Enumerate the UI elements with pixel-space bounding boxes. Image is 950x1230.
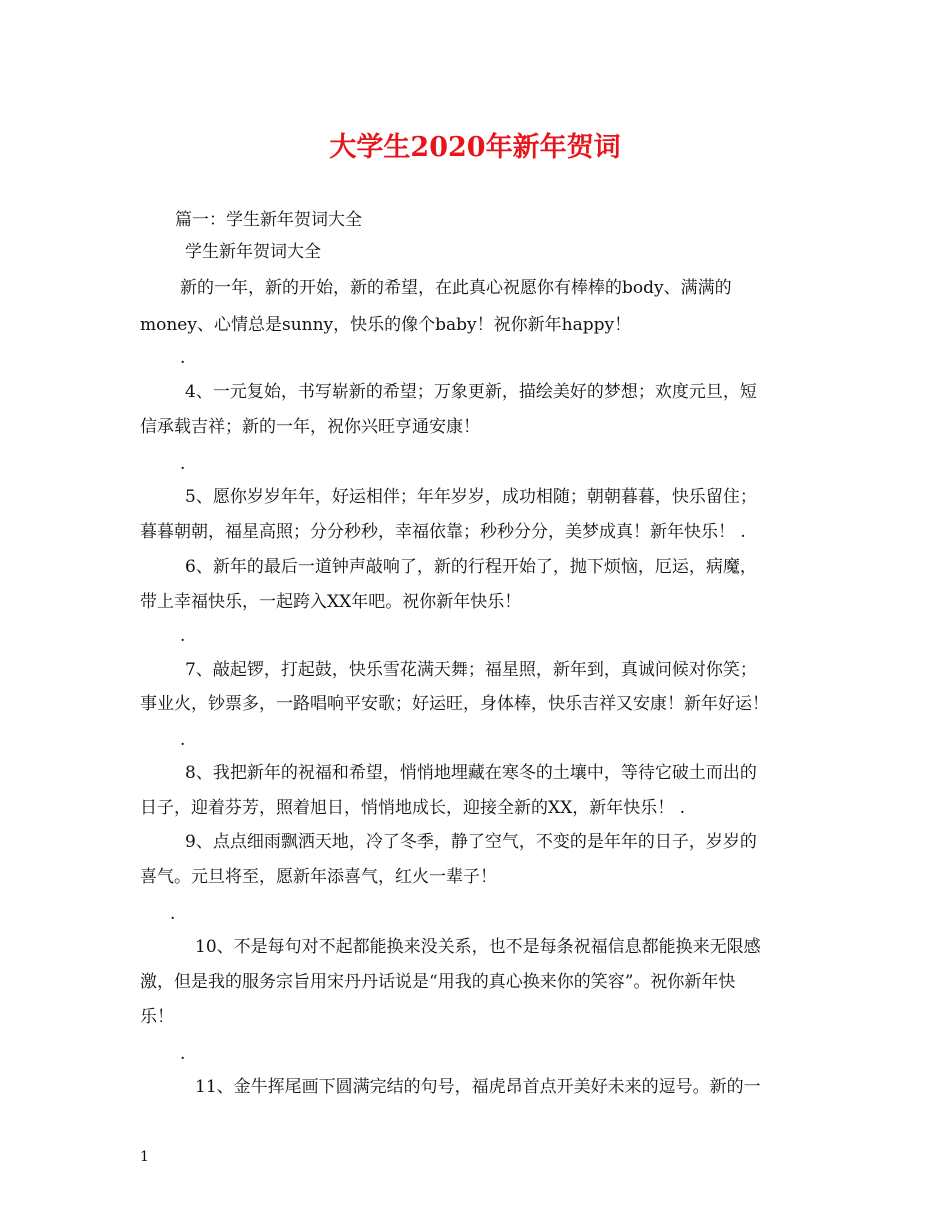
text-line: 9、点点细雨飘洒天地，冷了冬季，静了空气，不变的是年年的日子，岁岁的 <box>185 832 757 852</box>
text-line: 6、新年的最后一道钟声敲响了，新的行程开始了，抛下烦恼，厄运，病魔， <box>185 557 757 577</box>
text-line: . <box>180 454 186 474</box>
text-line: . <box>180 348 186 368</box>
text-line: 暮暮朝朝，福星高照；分分秒秒，幸福依靠；秒秒分分，美梦成真！新年快乐！ . <box>140 522 746 542</box>
text-line: 4、一元复始，书写崭新的希望；万象更新，描绘美好的梦想；欢度元旦，短 <box>185 382 757 402</box>
text-line: 信承载吉祥；新的一年，祝你兴旺亨通安康！ <box>140 417 480 437</box>
document-title: 大学生2020年新年贺词 <box>329 132 621 163</box>
page-number: 1 <box>140 1149 149 1165</box>
text-line: . <box>180 626 186 646</box>
text-line: money、心情总是sunny，快乐的像个baby！祝你新年happy！ <box>140 315 632 335</box>
text-line: 篇一：学生新年贺词大全 <box>175 210 362 230</box>
text-line: 带上幸福快乐，一起跨入XX年吧。祝你新年快乐！ <box>140 592 522 612</box>
text-line: 5、愿你岁岁年年，好运相伴；年年岁岁，成功相随；朝朝暮暮，快乐留住； <box>185 487 757 507</box>
text-line: . <box>180 1044 186 1064</box>
text-line: 10、不是每句对不起都能换来没关系，也不是每条祝福信息都能换来无限感 <box>195 937 761 957</box>
text-line: 乐！ <box>140 1007 174 1027</box>
text-line: 日子，迎着芬芳，照着旭日，悄悄地成长，迎接全新的XX，新年快乐！ . <box>140 798 686 818</box>
text-line: 事业火，钞票多，一路唱响平安歌；好运旺，身体棒，快乐吉祥又安康！新年好运！ <box>140 694 769 714</box>
text-line: 7、敲起锣，打起鼓，快乐雪花满天舞；福星照，新年到，真诚问候对你笑； <box>185 660 757 680</box>
text-line: 喜气。元旦将至，愿新年添喜气，红火一辈子！ <box>140 867 497 887</box>
text-line: 11、金牛挥尾画下圆满完结的句号，福虎昂首点开美好未来的逗号。新的一 <box>195 1077 761 1097</box>
text-line: 新的一年，新的开始，新的希望，在此真心祝愿你有棒棒的body、满满的 <box>180 278 732 298</box>
text-line: 8、我把新年的祝福和希望，悄悄地埋藏在寒冬的土壤中，等待它破土而出的 <box>185 763 757 783</box>
text-line: . <box>180 730 186 750</box>
text-line: . <box>170 904 176 924</box>
text-line: 学生新年贺词大全 <box>185 242 321 262</box>
text-line: 激，但是我的服务宗旨用宋丹丹话说是“用我的真心换来你的笑容”。祝你新年快 <box>140 972 736 992</box>
